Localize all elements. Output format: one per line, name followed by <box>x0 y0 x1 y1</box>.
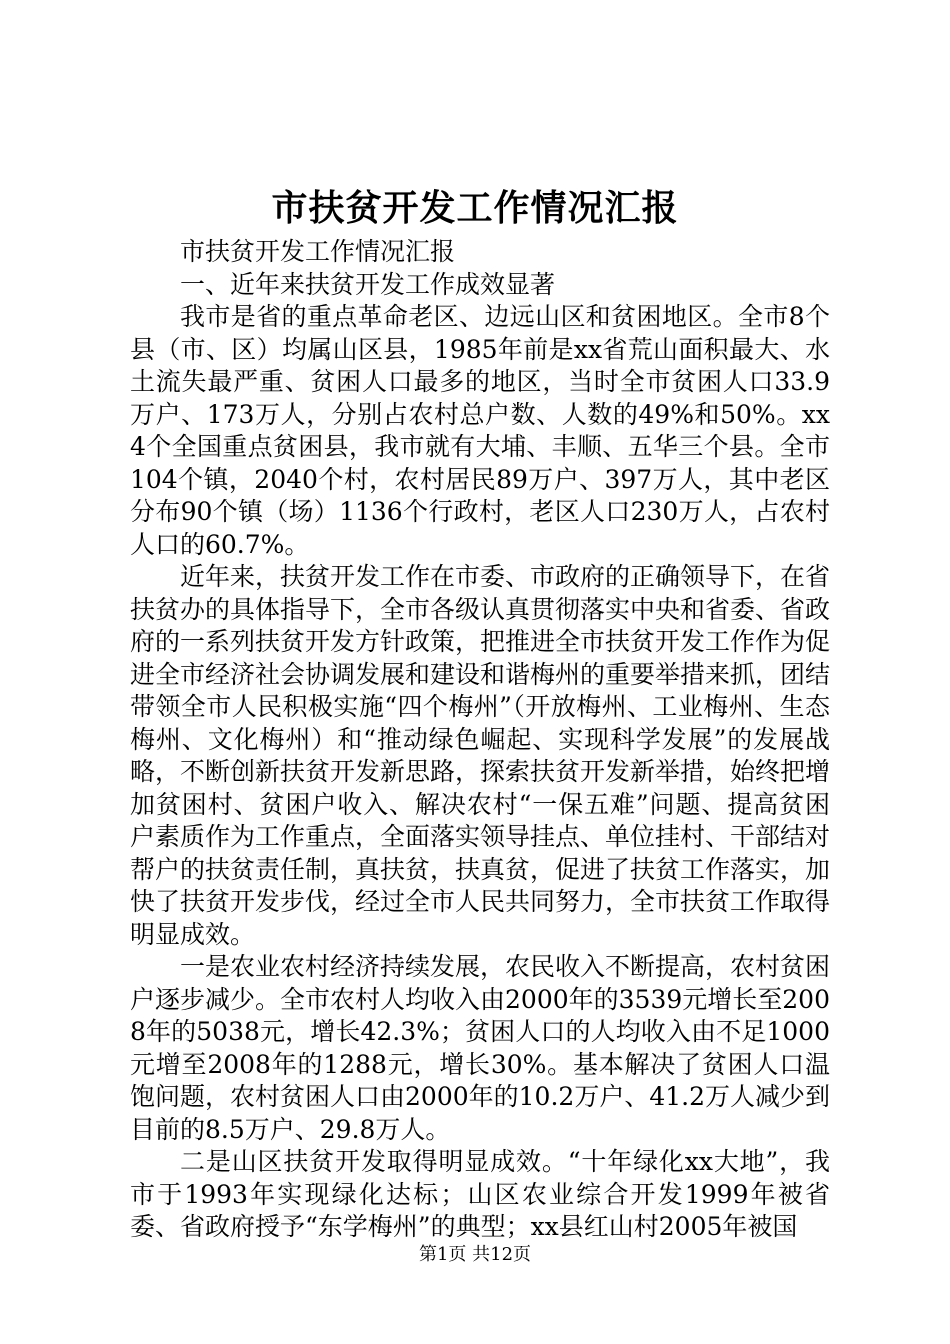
paragraph-overview: 我市是省的重点革命老区、边远山区和贫困地区。全市8个县（市、区）均属山区县，1985年前是xx省荒山面积最大、水土流失最严重、贫困人口最多的地区，当时全市贫困人口33.9万户、173万人，分别占农村总户数、人数的49%和50%。xx4个全国重点贫困县，我市就有大埔、丰顺、五华三个县。全市104个镇，2040个村，农村居民89万户、397万人，其中老区分布90个镇（场）1136个行政村，老区人口230万人，占农村人口的60.7%。 <box>130 302 830 559</box>
paragraph-subtitle: 市扶贫开发工作情况汇报 <box>180 237 456 266</box>
document-title: 市扶贫开发工作情况汇报 <box>271 187 679 229</box>
page-number-footer: 第1页 共12页 <box>418 1244 532 1265</box>
paragraph-recent-years: 近年来，扶贫开发工作在市委、市政府的正确领导下，在省扶贫办的具体指导下，全市各级认真贯彻落实中央和省委、省政府的一系列扶贫开发方针政策，把推进全市扶贫开发工作作为促进全市经济社会协调发展和建设和谐梅州的重要举措来抓，团结带领全市人民积极实施“四个梅州”（开放梅州、工业梅州、生态梅州、文化梅州）和“推动绿色崛起、实现科学发展”的发展战略，不断创新扶贫开发新思路，探索扶贫开发新举措，始终把增加贫困村、贫困户收入、解决农村“一保五难”问题、提高贫困户素质作为工作重点，全面落实领导挂点、单位挂村、干部结对帮户的扶贫责任制，真扶贫，扶真贫，促进了扶贫工作落实，加快了扶贫开发步伐，经过全市人民共同努力，全市扶贫工作取得明显成效。 <box>130 562 831 949</box>
document-body <box>130 236 830 1244</box>
paragraph-point-one: 一是农业农村经济持续发展，农民收入不断提高，农村贫困户逐步减少。全市农村人均收入由2000年的3539元增长至2008年的5038元，增长42.3%；贫困人口的人均收入由不足1000元增至2008年的1288元，增长30%。基本解决了贫困人口温饱问题，农村贫困人口由2000年的10.2万户、41.2万人减少到目前的8.5万户、29.8万人。 <box>130 952 831 1144</box>
paragraph-point-two: 二是山区扶贫开发取得明显成效。“十年绿化xx大地”，我市于1993年实现绿化达标；山区农业综合开发1999年被省委、省政府授予“东学梅州”的典型；xx县红山村2005年被国 <box>130 1147 830 1241</box>
paragraph-section-heading: 一、近年来扶贫开发工作成效显著 <box>180 269 556 299</box>
